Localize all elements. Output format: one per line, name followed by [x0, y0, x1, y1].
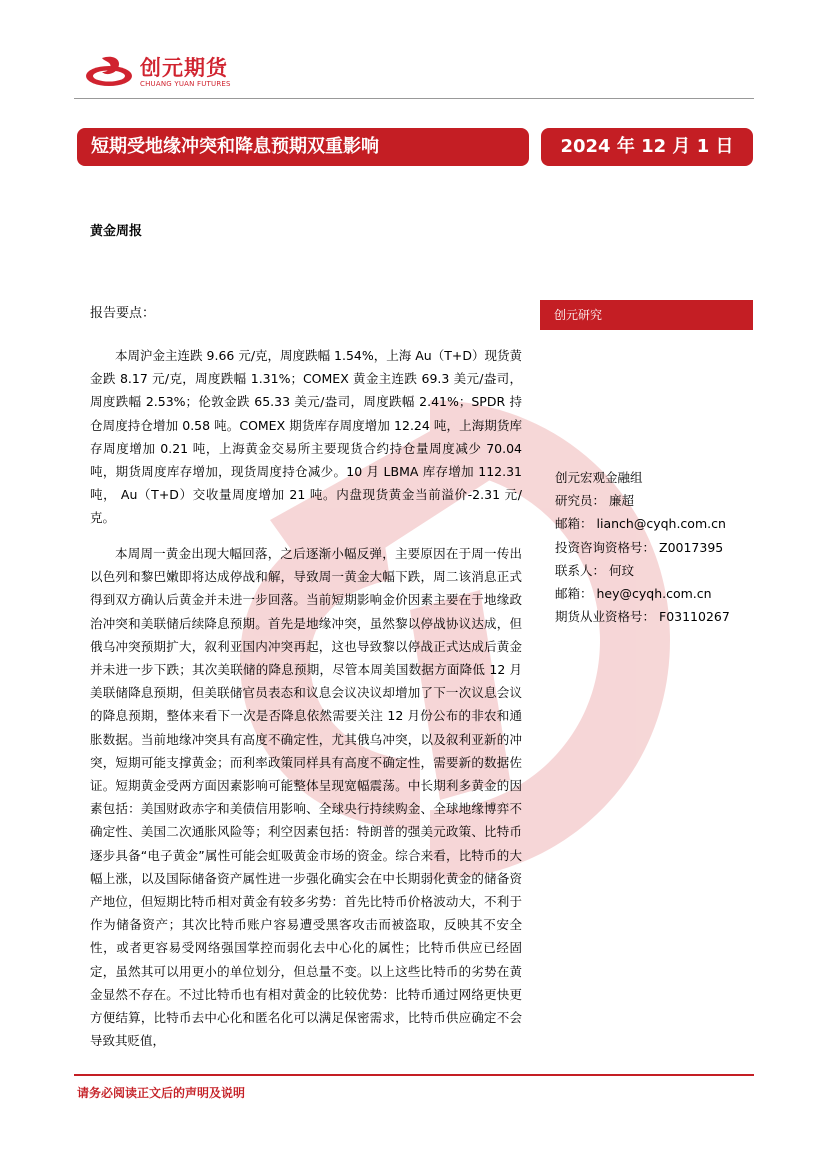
header-divider: [74, 98, 754, 99]
contact-label: 邮箱：: [555, 585, 593, 601]
contact-email[interactable]: hey@cyqh.com.cn: [596, 585, 712, 601]
contact-email[interactable]: lianch@cyqh.com.cn: [596, 516, 726, 532]
contact-row: [555, 489, 755, 512]
contact-label: 创元宏观金融组: [555, 470, 643, 485]
contact-label: 投资咨询资格号：: [555, 539, 656, 555]
contact-value: Z0017395: [659, 539, 724, 555]
report-type-label: 黄金周报: [90, 224, 143, 239]
contact-value: 何玟: [609, 562, 635, 578]
brand-logo: [84, 48, 254, 92]
report-date: 2024 年 12 月 1 日: [541, 128, 753, 166]
contact-label: 邮箱：: [555, 516, 593, 532]
summary-paragraph-1: 本周沪金主连跌 9.66 元/克，周度跌幅 1.54%，上海 Au（T+D）现货黄金跌 8.17 元/克，周度跌幅 1.31%；COMEX 黄金主连跌 69.3 美元/盎司，周度跌幅 2.53%；伦敦金跌 65.33 美元/盎司，周度跌幅 2.41%；SPDR 持仓周度持仓增加 0.58 吨。COMEX 期货库存周度增加 12.24 吨，上海期货库存周度增加 0.21 吨，上海黄金交易所主要现货合约持仓量周度减少 70.04 吨，期货周度库存增加，现货周度持仓减少。10 月 LBMA 库存增加 112.31 吨， Au（T+D）交收量周度增加 21 吨。内盘现货黄金当前溢价-2.31 元/克。: [90, 348, 522, 526]
contact-row: [555, 559, 755, 582]
footer-divider: [74, 1074, 754, 1076]
brand-name-cn: 创元期货: [140, 56, 228, 80]
contact-value: 廉超: [609, 493, 635, 509]
footer-disclaimer: 请务必阅读正文后的声明及说明: [77, 1086, 246, 1100]
contact-label: 期货从业资格号：: [555, 609, 656, 625]
contact-row: [555, 466, 755, 489]
contact-row: [555, 605, 755, 628]
contact-row: [555, 536, 755, 559]
report-title: 短期受地缘冲突和降息预期双重影响: [77, 128, 529, 166]
summary-paragraph-2: 本周周一黄金出现大幅回落，之后逐渐小幅反弹，主要原因在于周一传出以色列和黎巴嫩即将达成停战和解，导致周一黄金大幅下跌，周二该消息正式得到双方确认后黄金并未进一步回落。当前短期影响金价因素主要在于地缘政治冲突和美联储后续降息预期。首先是地缘冲突，虽然黎以停战协议达成，但俄乌冲突预期扩大，叙利亚国内冲突再起，这也导致黎以停战正式达成后黄金并未进一步下跌；其次美联储的降息预期，尽管本周美国数据方面降低 12 月美联储降息预期，但美联储官员表态和议息会议决议却增加了下一次议息会议的降息预期，整体来看下一次是否降息依然需要关注 12 月份公布的非农和通胀数据。当前地缘冲突具有高度不确定性，尤其俄乌冲突，以及叙利亚新的冲突，短期可能支撑黄金；而利率政策同样具有高度不确定性，需要新的数据佐证。短期黄金受两方面因素影响可能整体呈现宽幅震荡。中长期利多黄金的因素包括：美国财政赤字和美债信用影响、全球央行持续购金、全球地缘博弈不确定性、美国二次通胀风险等；利空因素包括：特朗普的强美元政策、比特币逐步具备“电子黄金”属性可能会虹吸黄金市场的资金。综合来看，比特币的大幅上涨，以及国际储备资产属性进一步强化确实会在中长期弱化黄金的储备资产地位，但短期比特币相对黄金有较多劣势：首先比特币价格波动大，不利于作为储备资产；其次比特币账户容易遭受黑客攻击而被盗取，反映其不安全性，或者更容易受网络强国掌控而弱化去中心化的属性；比特币供应已经固定，虽然其可以用更小的单位划分，但总量不变。以上这些比特币的劣势在黄金显然不存在。不过比特币也有相对黄金的比较优势：比特币通过网络更快更方便结算，比特币去中心化和匿名化可以满足保密需求，比特币供应确定不会导致其贬值，: [90, 546, 522, 1049]
brand-name-en: CHUANG YUAN FUTURES: [140, 80, 231, 88]
brand-logo-icon: [84, 54, 134, 88]
sidebar-header: 创元研究: [540, 300, 753, 330]
contact-label: 联系人：: [555, 562, 606, 578]
contact-row: [555, 512, 755, 535]
contact-label: 研究员：: [555, 493, 606, 509]
summary-heading: 报告要点：: [90, 306, 156, 321]
contact-row: [555, 582, 755, 605]
contact-value: F03110267: [659, 609, 730, 625]
analyst-contact-block: [555, 466, 755, 628]
